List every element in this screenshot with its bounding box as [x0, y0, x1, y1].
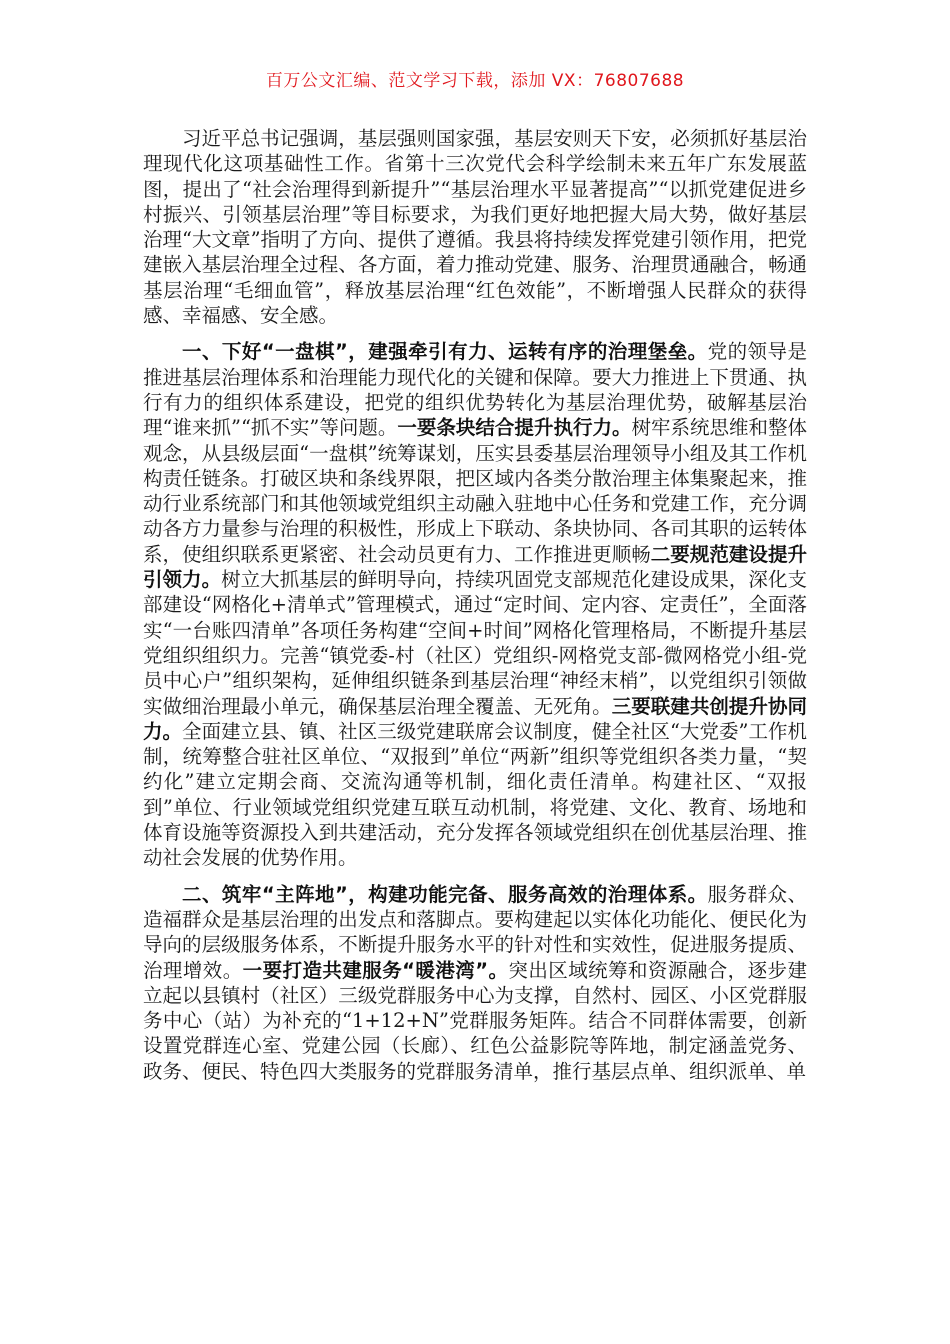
- paragraph-text: 全面建立县、镇、社区三级党建联席会议制度，健全社区“大党委”工作机制，统筹整合驻社区单位、“双报到”单位“两新”组织等党组织各类力量，“契约化”建立定期会商、交流沟通等机制，细化责任清单。构建社区、“双报到”单位、行业领域党组织党建互联互动机制，将党建、文化、教育、场地和体育设施等资源投入到共建活动，充分发挥各领域党组织在创优基层治理、推动社会发展的优势作用。: [143, 719, 807, 870]
- document-body: [143, 126, 807, 1095]
- paragraph-text: 树立大抓基层的鲜明导向，持续巩固党支部规范化建设成果，深化支部建设“网格化+清单式”管理模式，通过“定时间、定内容、定责任”，全面落实“一台账四清单”各项任务构建“空间+时间”网格化管理格局，不断提升基层党组织组织力。完善“镇党委-村（社区）党组织-网格党支部-微网格党小组-党员中心户”组织架构，延伸组织链条到基层治理“神经末梢”，以党组织引领做实做细治理最小单元，确保基层治理全覆盖、无死角。: [143, 568, 807, 718]
- paragraph-text: 突出区域统筹和资源融合，逐步建立起以县镇村（社区）三级党群服务中心为支撑，自然村、园区、小区党群服务中心（站）为补充的“1+12+N”党群服务矩阵。结合不同群体需要，创新设置党群连心室、党建公园（长廊）、红色公益影院等阵地，制定涵盖党务、政务、便民、特色四大类服务的党群服务清单，推行基层点单、组织派单、单: [143, 958, 807, 1083]
- subpoint-heading: 一要条块结合提升执行力。: [397, 416, 632, 440]
- paragraph-text: 树牢系统思维和整体观念，从县级层面“一盘棋”统筹谋划，压实县委基层治理领导小组及其工作机构责任链条。打破区块和条线界限，把区域内各类分散治理主体集聚起来，推动行业系统部门和其他领域党组织主动融入驻地中心任务和党建工作，充分调动各方力量参与治理的积极性，形成上下联动、条块协同、各司其职的运转体系，使组织联系更紧密、社会动员更有力、工作推进更顺畅: [143, 416, 807, 566]
- section-two-paragraph: [143, 882, 807, 1084]
- paragraph-text: 服务群众、造福群众是基层治理的出发点和落脚点。要构建起以实体化功能化、便民化为导向的层级服务体系，不断提升服务水平的针对性和实效性，促进服务提质、治理增效。: [143, 882, 807, 982]
- section-one-paragraph: [143, 339, 807, 870]
- subpoint-heading: 一要打造共建服务“暖港湾”。: [242, 958, 509, 982]
- section-one-heading: 一、下好“一盘棋”，建强牵引有力、运转有序的治理堡垒。: [182, 340, 708, 364]
- subpoint-heading: 三要联建共创提升协同力。: [143, 694, 807, 743]
- paragraph-text: 习近平总书记强调，基层强则国家强，基层安则天下安，必须抓好基层治理现代化这项基础性工作。省第十三次党代会科学绘制未来五年广东发展蓝图，提出了“社会治理得到新提升”“基层治理水平显著提高”“以抓党建促进乡村振兴、引领基层治理”等目标要求，为我们更好地把握大局大势，做好基层治理“大文章”指明了方向、提供了遵循。我县将持续发挥党建引领作用，把党建嵌入基层治理全过程、各方面，着力推动党建、服务、治理贯通融合，畅通基层治理“毛细血管”，释放基层治理“红色效能”，不断增强人民群众的获得感、幸福感、安全感。: [143, 127, 807, 328]
- paragraph-text: 党的领导是推进基层治理体系和治理能力现代化的关键和保障。要大力推进上下贯通、执行有力的组织体系建设，把党的组织优势转化为基层治理优势，破解基层治理“谁来抓”“抓不实”等问题。: [143, 340, 807, 440]
- section-two-heading: 二、筑牢“主阵地”，构建功能完备、服务高效的治理体系。: [182, 882, 708, 906]
- subpoint-heading: 二要规范建设提升引领力。: [143, 542, 807, 592]
- page-header-watermark: 百万公文汇编、范文学习下载，添加 VX：76807688: [265, 71, 685, 91]
- intro-paragraph: [143, 126, 807, 328]
